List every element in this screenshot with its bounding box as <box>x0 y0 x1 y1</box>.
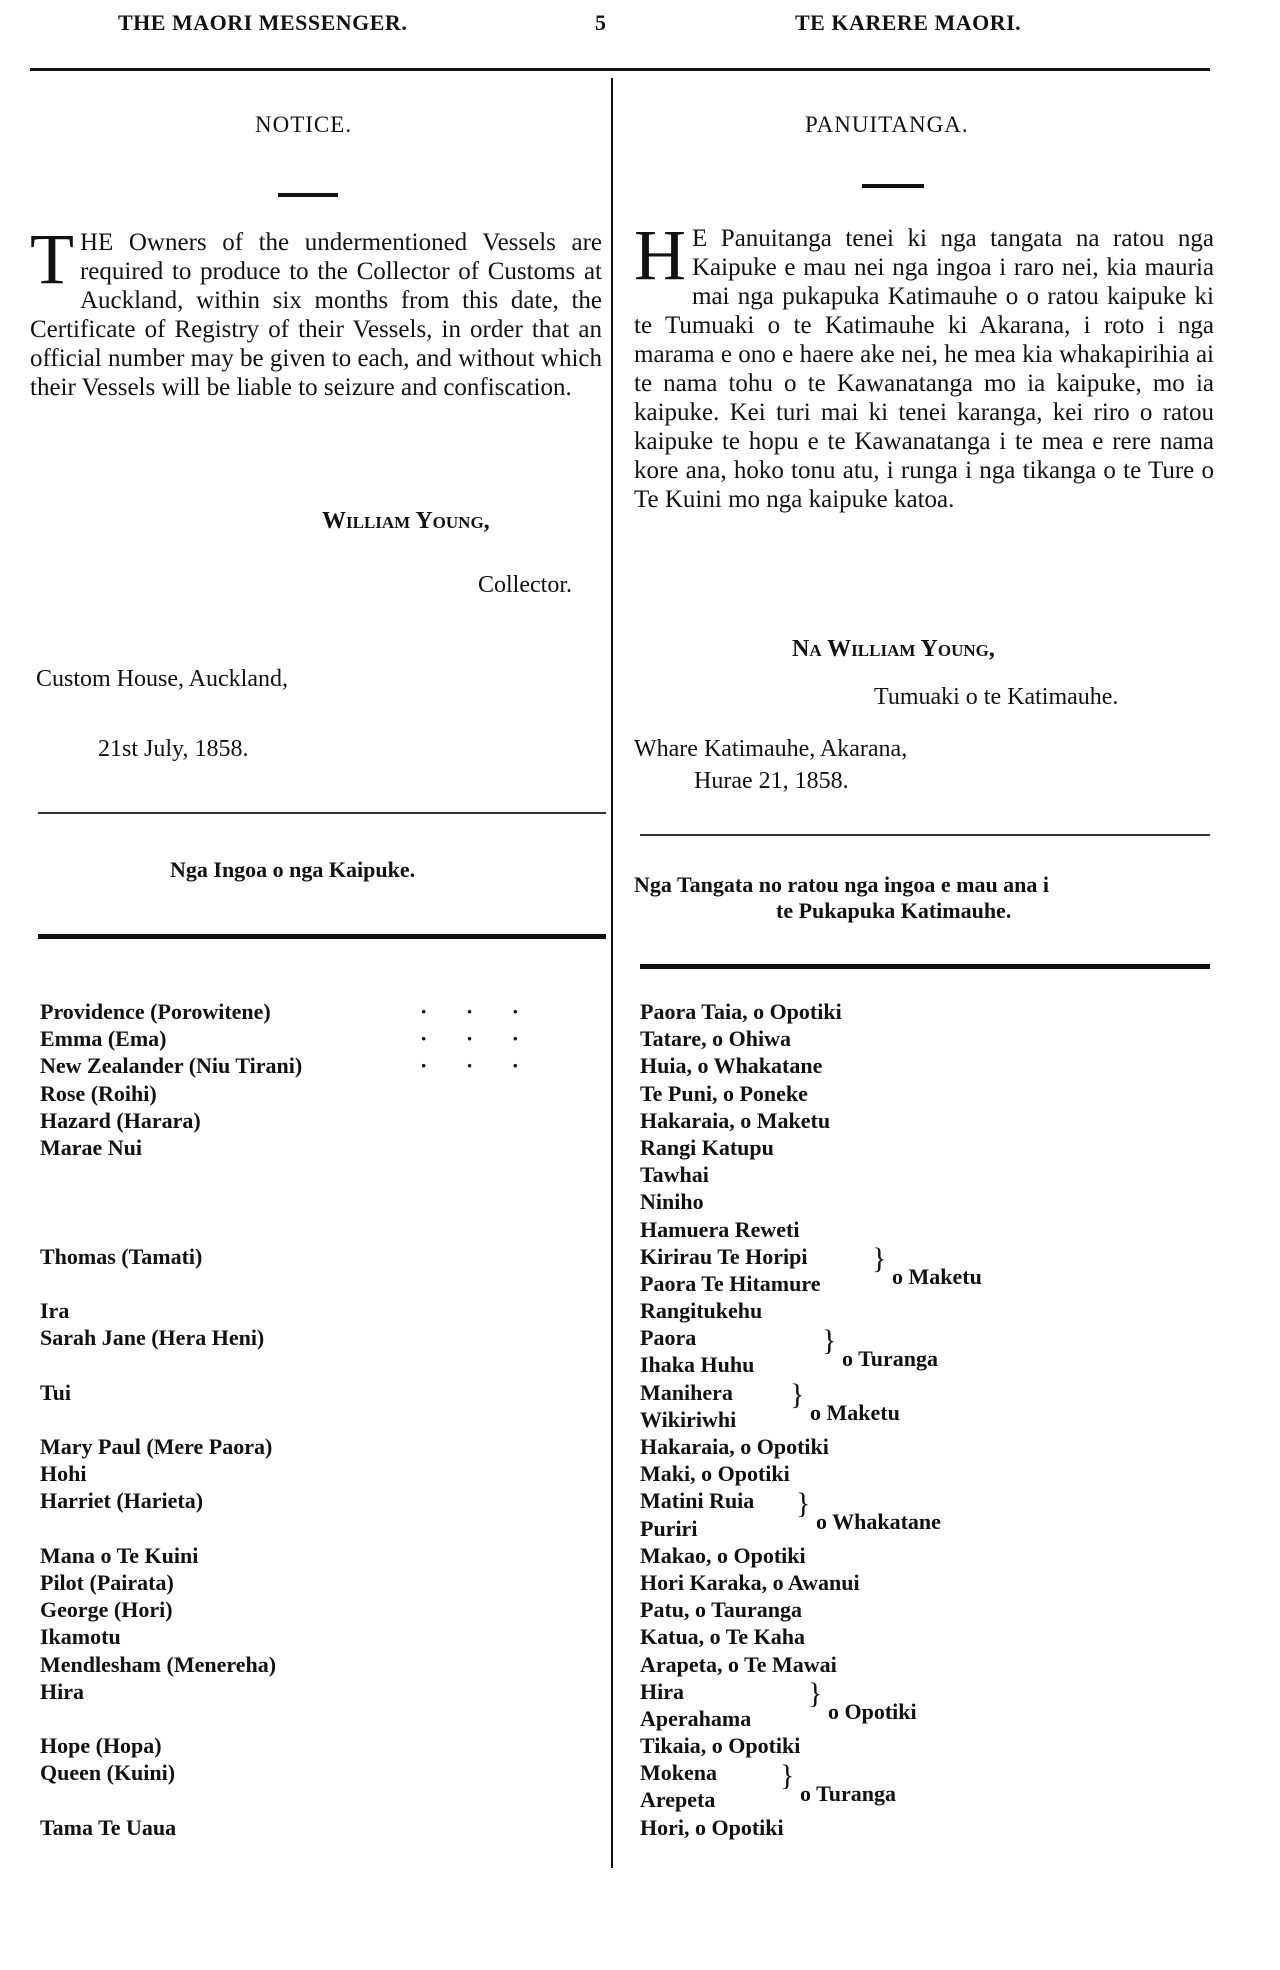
list-item: Arapeta, o Te Mawai <box>640 1651 837 1677</box>
list-item: Paora <box>640 1325 697 1351</box>
list-item: Queen (Kuini) <box>40 1760 176 1786</box>
group-brace: } <box>796 1487 811 1520</box>
list-item: Matini Ruia <box>640 1488 755 1514</box>
drop-cap-english: T <box>30 219 74 299</box>
list-item: Arepeta <box>640 1787 716 1813</box>
group-label: o Whakatane <box>816 1509 941 1534</box>
running-head-maori: TE KARERE MAORI. <box>795 10 1022 35</box>
list-item: Rangi Katupu <box>640 1134 774 1160</box>
list-item: Pilot (Pairata) <box>40 1569 174 1595</box>
list-item: Hope (Hopa) <box>40 1733 162 1759</box>
list-item: Paora Taia, o Opotiki <box>640 999 842 1024</box>
notice-date-maori: Hurae 21, 1858. <box>694 768 849 794</box>
list-item: Paora Te Hitamure <box>640 1270 821 1296</box>
list-item <box>40 1216 302 1243</box>
list-item: Manihera <box>640 1379 733 1405</box>
list-item <box>40 1270 302 1297</box>
list-item: Wikiriwhi <box>640 1406 737 1432</box>
list-item: Katua, o Te Kaha <box>640 1624 806 1650</box>
list-item: Mary Paul (Mere Paora) <box>40 1434 273 1459</box>
signature-name-english: William Young, <box>322 508 490 534</box>
group-brace: } <box>808 1677 823 1710</box>
signature-title-english: Collector. <box>478 572 572 598</box>
list-item: Hakaraia, o Opotiki <box>640 1434 829 1459</box>
list-item: Patu, o Tauranga <box>640 1597 802 1623</box>
panuitanga-text: E Panuitanga tenei ki nga tangata na ratou nga Kaipuke e mau nei nga ingoa i raro nei, kia mauria mai nga pukapuka Katimauhe o o ratou kaipuke ki te Tumuaki o te Katimauhe ki Akarana, i roto i nga marama e ono e haere ake nei, he mea kia whakapirihia ai te nama tohu o te Kawanatanga mo ia kaipuke, mo ia kaipuke. Kei turi mai ki tenei karanga, kei riro o ratou kaipuke te hopu e te Kawanatanga i te mea e rere nama kore ana, hoko tonu atu, i runga i nga tikanga o te Ture o Te Kuini mo nga kaipuke katoa. <box>634 225 1214 513</box>
panuitanga-title: PANUITANGA. <box>805 112 969 137</box>
list-item: Te Puni, o Poneke <box>640 1080 808 1106</box>
list-item: Thomas (Tamati) <box>40 1243 203 1269</box>
list-item: Providence (Porowitene) <box>40 999 271 1024</box>
notice-text: HE Owners of the undermentioned Vessels are required to produce to the Collector of Customs at Auckland, within six months from this date, the Certificate of Registry of their Vessels, in order that an official number may be given to each, and without which their Vessels will be liable to seizure and confiscation. <box>30 229 602 401</box>
rule-english-1 <box>38 812 606 814</box>
list-item <box>40 1188 302 1215</box>
page-number: 5 <box>595 10 607 35</box>
list-item: Hohi <box>40 1461 87 1487</box>
list-item: Hori Karaka, o Awanui <box>640 1569 860 1595</box>
list-item: Ira <box>40 1298 70 1324</box>
list-item: Mokena <box>640 1760 717 1786</box>
list-item <box>40 1786 302 1813</box>
header-rule <box>30 68 1210 71</box>
title-rule-english <box>278 193 338 197</box>
list-item: Rose (Roihi) <box>40 1080 157 1106</box>
vessel-list-heading: Nga Ingoa o nga Kaipuke. <box>170 857 416 882</box>
list-item <box>40 1351 302 1378</box>
list-item: Hamuera Reweti <box>640 1216 800 1242</box>
list-item: Hori, o Opotiki <box>640 1814 784 1840</box>
group-label: o Turanga <box>800 1781 896 1806</box>
leader-dots: · · · · · · · · · <box>420 999 520 1079</box>
list-item <box>40 1705 302 1732</box>
signature-title-maori: Tumuaki o te Katimauhe. <box>874 684 1119 710</box>
list-item: Mana o Te Kuini <box>40 1542 199 1568</box>
drop-cap-maori: H <box>634 215 686 295</box>
list-item: Emma (Ema) <box>40 1026 167 1052</box>
owner-list-heading-1: Nga Tangata no ratou nga ingoa e mau ana i <box>634 872 1050 897</box>
group-brace: } <box>790 1378 805 1411</box>
running-head-english: THE MAORI MESSENGER. <box>118 10 408 35</box>
list-item: George (Hori) <box>40 1597 173 1623</box>
list-item: Maki, o Opotiki <box>640 1461 790 1487</box>
list-item <box>40 1515 302 1542</box>
group-brace: } <box>780 1759 795 1792</box>
rule-maori-2 <box>640 964 1210 969</box>
list-item: Ikamotu <box>40 1624 121 1650</box>
notice-title: NOTICE. <box>255 112 353 137</box>
list-item: Hira <box>40 1678 84 1704</box>
list-item <box>40 1161 302 1188</box>
column-rule <box>611 78 613 1868</box>
list-item: Tama Te Uaua <box>40 1814 177 1840</box>
vessel-list <box>40 998 302 1841</box>
list-item: Tikaia, o Opotiki <box>640 1733 801 1759</box>
list-item: Hira <box>640 1678 684 1704</box>
list-item: Niniho <box>640 1189 704 1215</box>
panuitanga-body <box>634 215 1214 514</box>
list-item <box>40 1406 302 1433</box>
list-item: Hakaraia, o Maketu <box>640 1107 831 1133</box>
group-label: o Opotiki <box>828 1699 917 1724</box>
list-item: Kirirau Te Horipi <box>640 1243 808 1269</box>
list-item: Makao, o Opotiki <box>640 1542 806 1568</box>
custom-house-place: Custom House, Auckland, <box>36 666 288 692</box>
title-rule-maori <box>862 184 924 188</box>
list-item: Sarah Jane (Hera Heni) <box>40 1325 265 1351</box>
notice-date-english: 21st July, 1858. <box>98 736 249 762</box>
group-label: o Turanga <box>842 1346 938 1371</box>
rule-english-2 <box>38 934 606 939</box>
whare-katimauhe-place: Whare Katimauhe, Akarana, <box>634 736 908 762</box>
list-item: Aperahama <box>640 1705 752 1731</box>
list-item: Mendlesham (Menereha) <box>40 1651 277 1677</box>
list-item: Tui <box>40 1379 72 1405</box>
list-item: Tatare, o Ohiwa <box>640 1026 791 1052</box>
list-item: Marae Nui <box>40 1134 143 1160</box>
list-item: Hazard (Harara) <box>40 1107 201 1133</box>
signature-name-maori: Na William Young, <box>792 636 995 662</box>
list-item: Harriet (Harieta) <box>40 1488 204 1514</box>
list-item: Huia, o Whakatane <box>640 1053 823 1079</box>
notice-body <box>30 219 602 402</box>
list-item: Ihaka Huhu <box>640 1352 755 1378</box>
owner-list-heading-2: te Pukapuka Katimauhe. <box>776 898 1012 923</box>
list-item: Puriri <box>640 1515 698 1541</box>
list-item: Rangitukehu <box>640 1298 763 1324</box>
group-brace: } <box>872 1242 887 1275</box>
list-item: Tawhai <box>640 1162 709 1188</box>
group-label: o Maketu <box>810 1400 900 1425</box>
group-brace: } <box>822 1324 837 1357</box>
list-item: New Zealander (Niu Tirani) <box>40 1053 303 1079</box>
group-label: o Maketu <box>892 1264 982 1289</box>
rule-maori-1 <box>640 834 1210 836</box>
